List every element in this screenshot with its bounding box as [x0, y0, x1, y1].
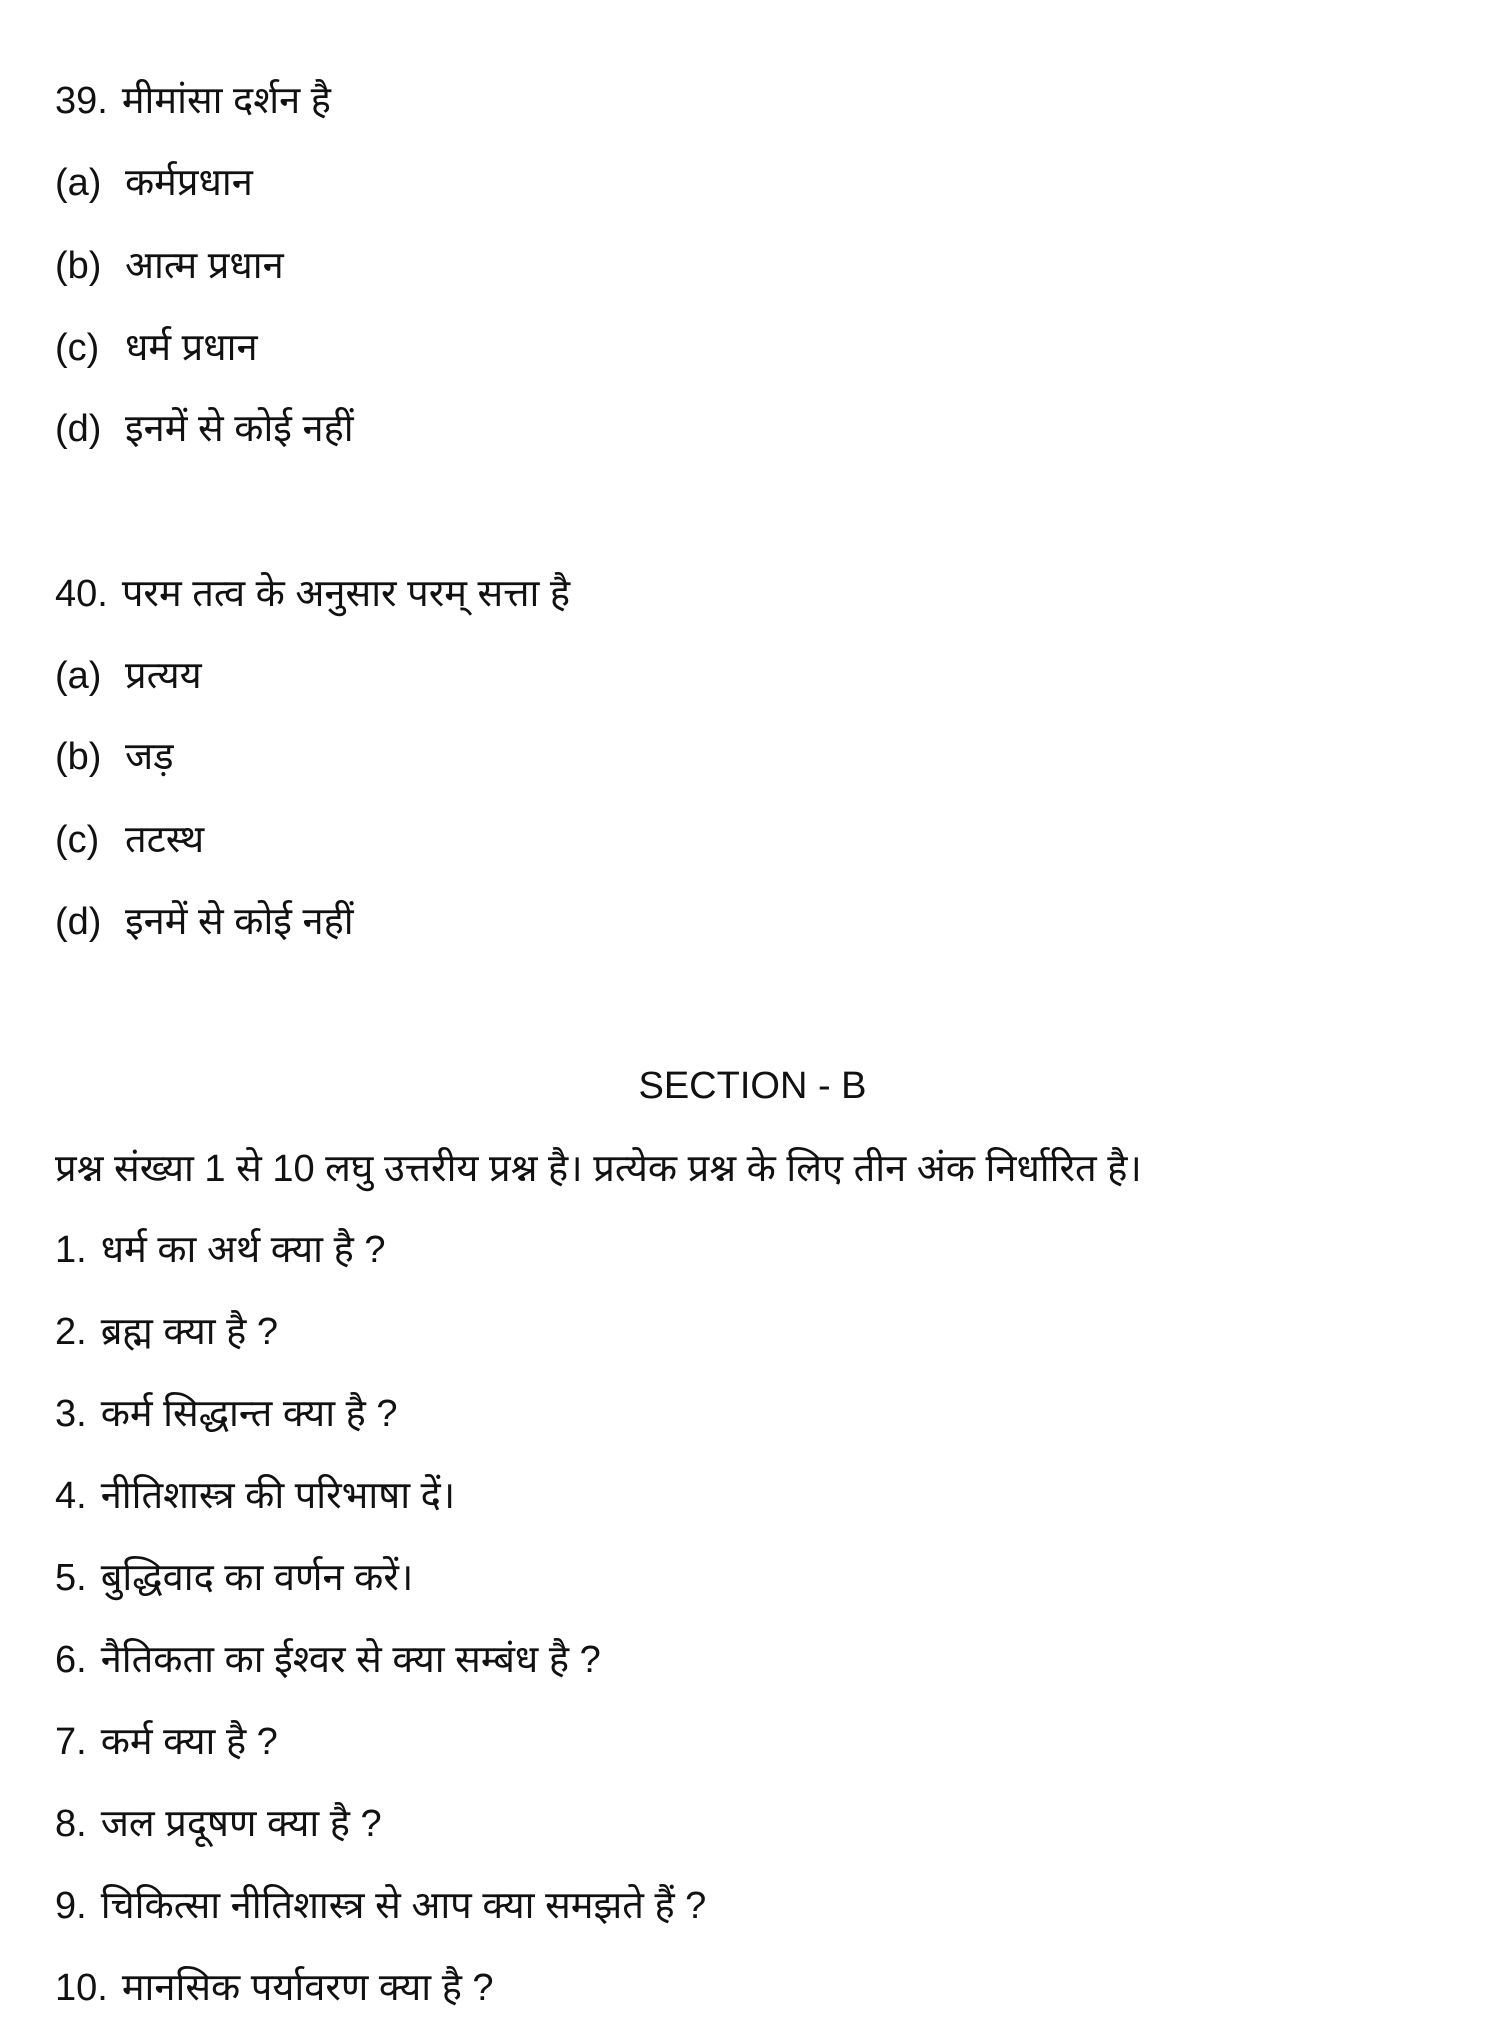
question-40-option-c — [55, 816, 204, 864]
option-label: (c) — [55, 327, 100, 369]
short-question-3 — [55, 1390, 397, 1438]
short-question-5 — [55, 1554, 413, 1602]
question-text: चिकित्सा नीतिशास्त्र से आप क्या समझते हैं ? — [100, 1885, 707, 1927]
option-text: आत्म प्रधान — [125, 245, 284, 287]
option-label: (a) — [55, 162, 102, 204]
short-question-2 — [55, 1308, 278, 1356]
question-text: धर्म का अर्थ क्या है ? — [100, 1229, 386, 1271]
question-40 — [55, 570, 570, 618]
question-40-option-b — [55, 733, 174, 781]
question-text: बुद्धिवाद का वर्णन करें। — [100, 1557, 414, 1599]
question-text: ब्रह्म क्या है ? — [100, 1311, 279, 1353]
section-heading: SECTION - B — [638, 1065, 867, 1107]
question-text: कर्म सिद्धान्त क्या है ? — [100, 1393, 398, 1435]
question-number: 10. — [55, 1967, 108, 2009]
option-label: (b) — [55, 736, 102, 778]
short-question-1 — [55, 1226, 385, 1274]
question-39-option-d — [55, 405, 354, 453]
question-39-option-a — [55, 159, 253, 207]
option-text: प्रत्यय — [125, 655, 202, 697]
short-question-8 — [55, 1800, 382, 1848]
question-number: 8. — [55, 1803, 87, 1845]
option-label: (d) — [55, 408, 102, 450]
question-39 — [55, 77, 331, 125]
option-text: इनमें से कोई नहीं — [125, 901, 354, 943]
question-text: परम तत्व के अनुसार परम् सत्ता है — [121, 573, 571, 615]
question-number: 3. — [55, 1393, 87, 1435]
option-label: (b) — [55, 245, 102, 287]
short-question-4 — [55, 1472, 455, 1520]
question-number: 4. — [55, 1475, 87, 1517]
option-text: जड़ — [125, 736, 174, 778]
question-number: 9. — [55, 1885, 87, 1927]
question-number: 2. — [55, 1311, 87, 1353]
question-39-option-b — [55, 242, 284, 290]
question-39-option-c — [55, 324, 258, 372]
section-instruction: प्रश्न संख्या 1 से 10 लघु उत्तरीय प्रश्न है। प्रत्येक प्रश्न के लिए तीन अंक निर्धारित है। — [55, 1148, 1142, 1190]
short-question-6 — [55, 1636, 601, 1684]
option-label: (d) — [55, 901, 102, 943]
short-question-10 — [55, 1964, 494, 2012]
question-number: 1. — [55, 1229, 87, 1271]
option-text: तटस्थ — [125, 819, 205, 861]
question-number: 40. — [55, 573, 108, 615]
question-text: जल प्रदूषण क्या है ? — [100, 1803, 382, 1845]
option-text: कर्मप्रधान — [125, 162, 253, 204]
question-40-option-a — [55, 652, 202, 700]
option-label: (a) — [55, 655, 102, 697]
question-number: 6. — [55, 1639, 87, 1681]
question-text: नैतिकता का ईश्वर से क्या सम्बंध है ? — [100, 1639, 601, 1681]
question-number: 7. — [55, 1721, 87, 1763]
short-question-9 — [55, 1882, 706, 1930]
question-40-option-d — [55, 898, 354, 946]
option-text: धर्म प्रधान — [125, 327, 258, 369]
question-text: कर्म क्या है ? — [100, 1721, 278, 1763]
short-question-7 — [55, 1718, 278, 1766]
question-text: मीमांसा दर्शन है — [121, 80, 331, 122]
question-text: नीतिशास्त्र की परिभाषा दें। — [100, 1475, 456, 1517]
question-number: 39. — [55, 80, 108, 122]
question-number: 5. — [55, 1557, 87, 1599]
option-label: (c) — [55, 819, 100, 861]
question-text: मानसिक पर्यावरण क्या है ? — [121, 1967, 494, 2009]
option-text: इनमें से कोई नहीं — [125, 408, 354, 450]
